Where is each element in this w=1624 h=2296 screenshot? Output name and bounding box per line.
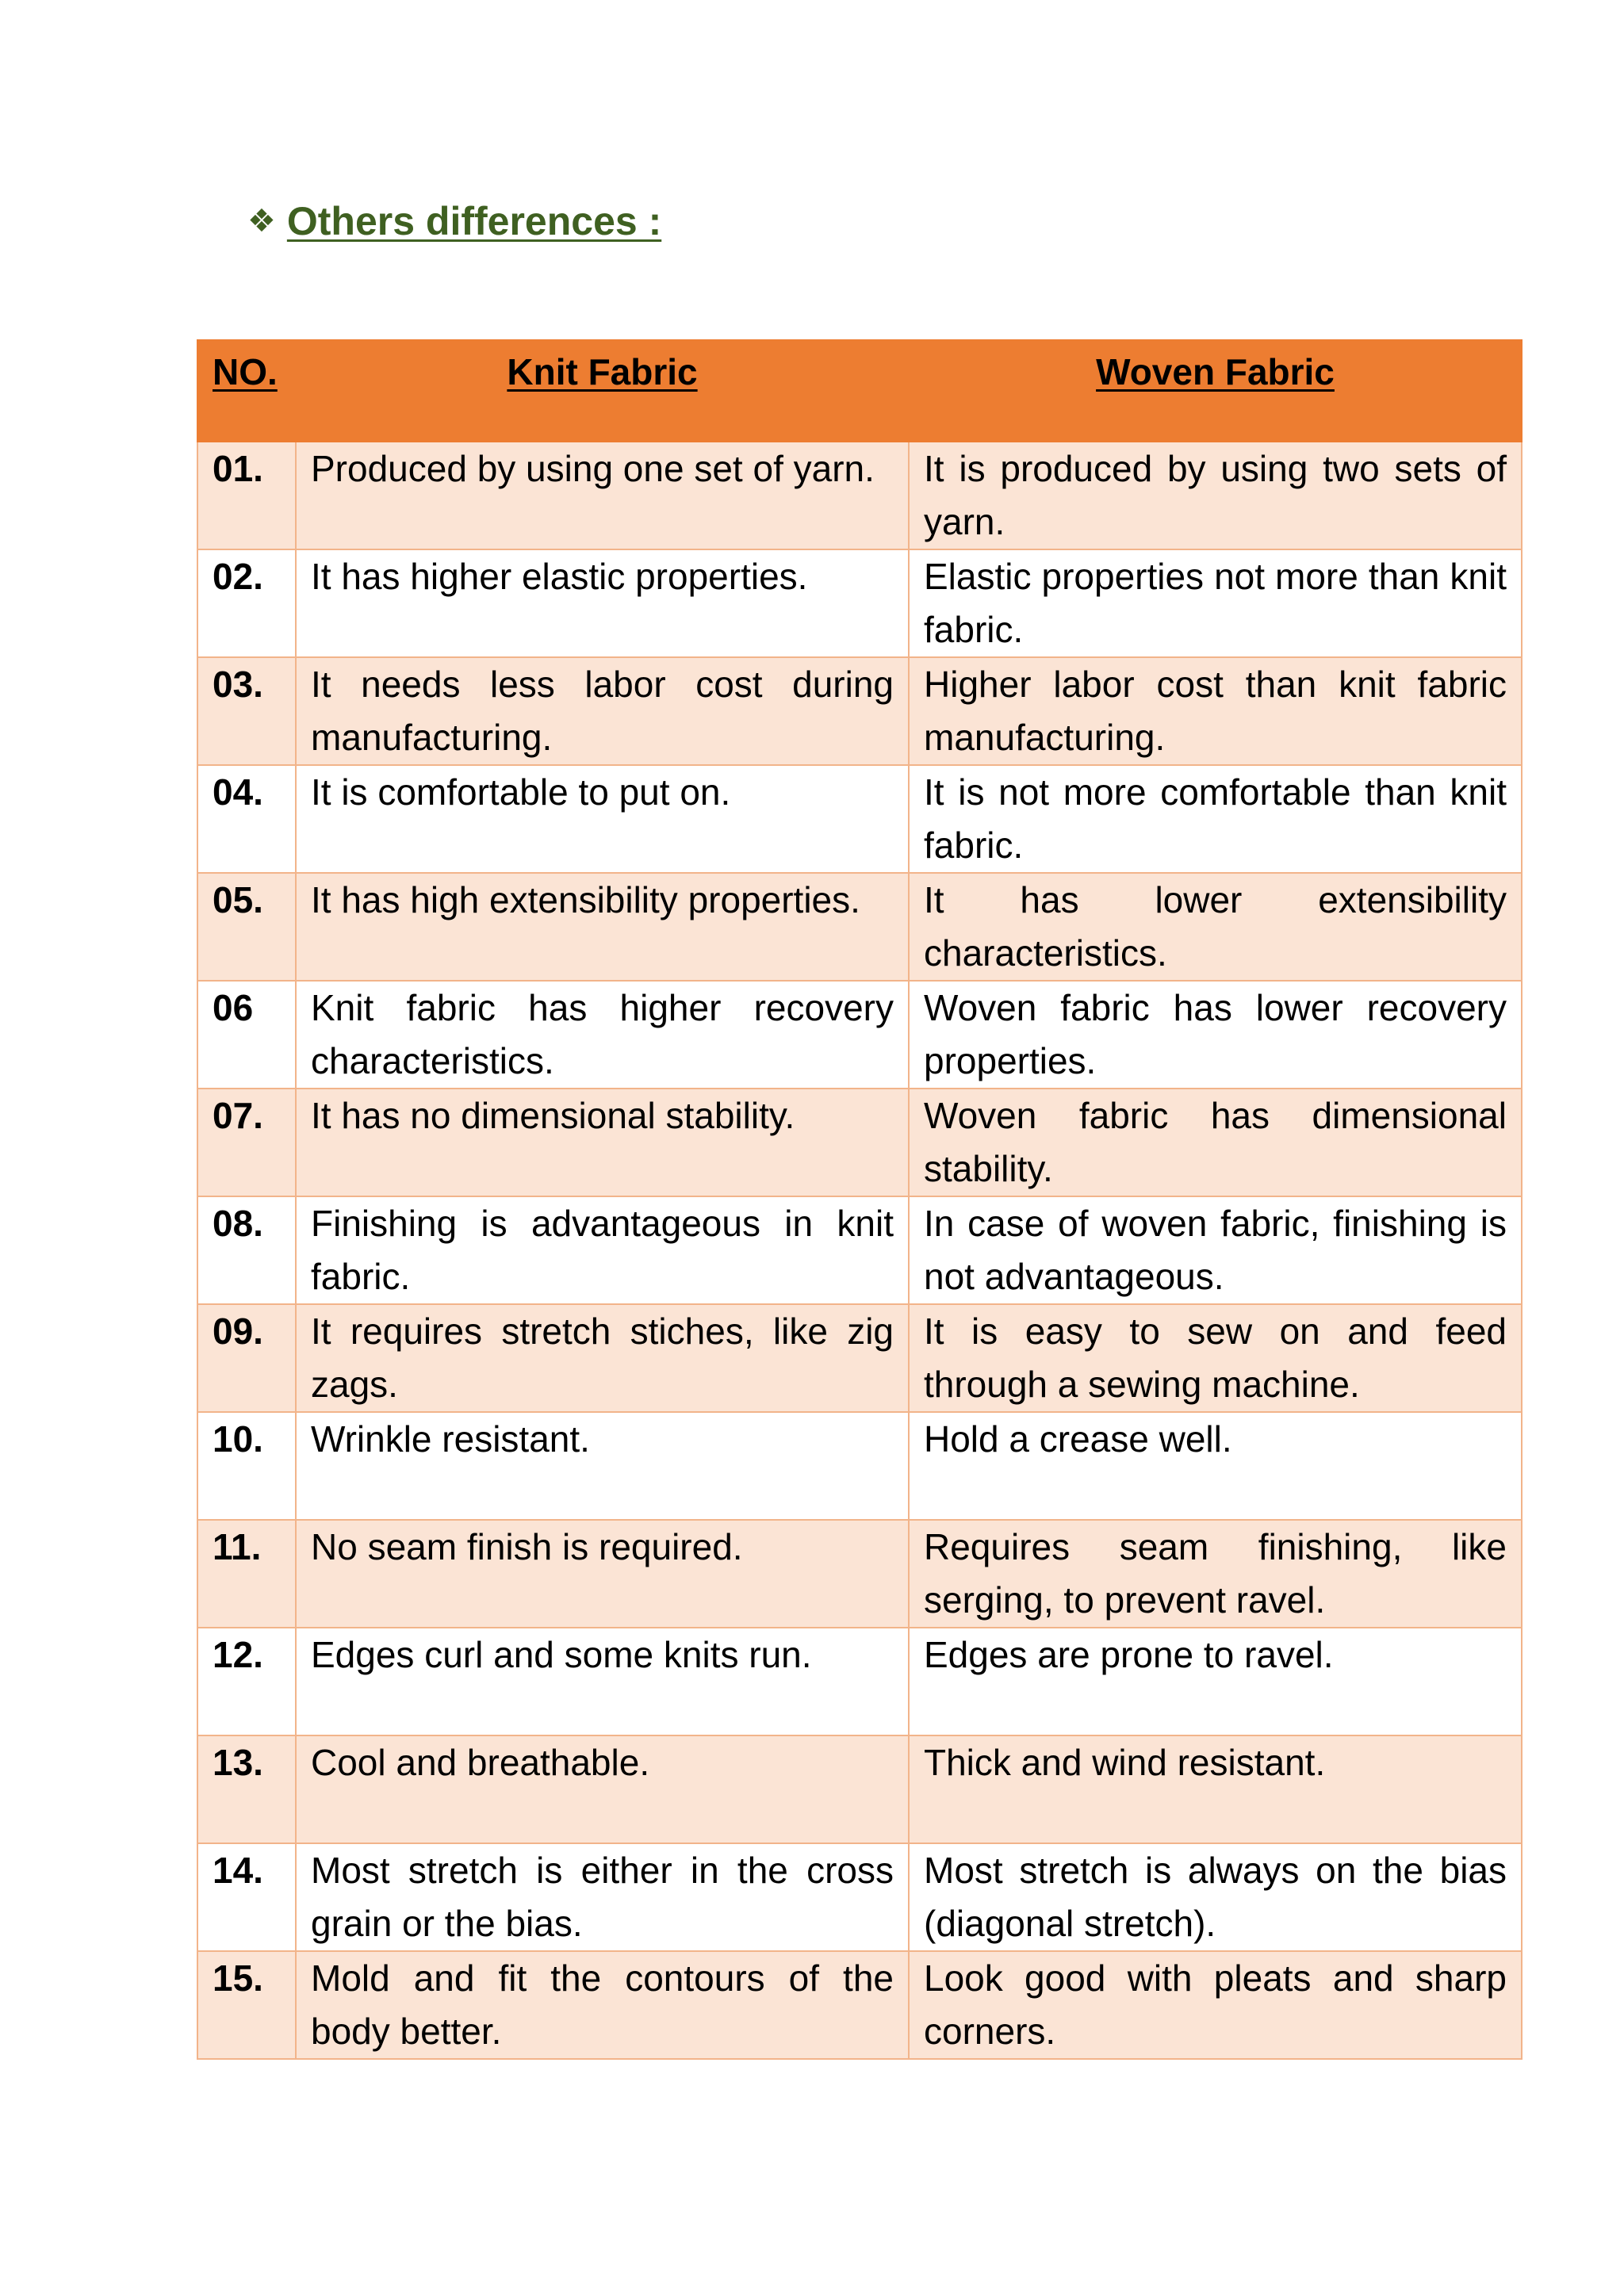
woven-cell: It is produced by using two sets of yarn. bbox=[909, 442, 1522, 549]
knit-cell: Edges curl and some knits run. bbox=[296, 1628, 909, 1735]
woven-cell: In case of woven fabric, finishing is not advantageous. bbox=[909, 1196, 1522, 1304]
table-row bbox=[197, 1304, 1522, 1412]
header-knit-fabric: Knit Fabric bbox=[296, 340, 909, 442]
woven-cell: Woven fabric has dimensional stability. bbox=[909, 1089, 1522, 1196]
knit-cell: It requires stretch stiches, like zig zags. bbox=[296, 1304, 909, 1412]
row-number: 14. bbox=[197, 1843, 296, 1951]
table-row bbox=[197, 549, 1522, 657]
row-number: 01. bbox=[197, 442, 296, 549]
table-row bbox=[197, 1843, 1522, 1951]
section-title: Others differences : bbox=[286, 199, 662, 243]
knit-cell: Knit fabric has higher recovery characteristics. bbox=[296, 981, 909, 1089]
table-row bbox=[197, 765, 1522, 873]
table-row bbox=[197, 1196, 1522, 1304]
table-row bbox=[197, 657, 1522, 765]
row-number: 06 bbox=[197, 981, 296, 1089]
row-number: 11. bbox=[197, 1520, 296, 1628]
table-row bbox=[197, 981, 1522, 1089]
row-number: 13. bbox=[197, 1735, 296, 1843]
header-woven-fabric: Woven Fabric bbox=[909, 340, 1522, 442]
woven-cell: Edges are prone to ravel. bbox=[909, 1628, 1522, 1735]
section-heading bbox=[247, 198, 661, 244]
table-row bbox=[197, 1412, 1522, 1520]
table-row bbox=[197, 1951, 1522, 2059]
table-row bbox=[197, 873, 1522, 981]
table-row bbox=[197, 442, 1522, 549]
row-number: 15. bbox=[197, 1951, 296, 2059]
row-number: 10. bbox=[197, 1412, 296, 1520]
knit-cell: Most stretch is either in the cross grain or the bias. bbox=[296, 1843, 909, 1951]
knit-cell: Wrinkle resistant. bbox=[296, 1412, 909, 1520]
woven-cell: It is easy to sew on and feed through a sewing machine. bbox=[909, 1304, 1522, 1412]
table-row bbox=[197, 1520, 1522, 1628]
knit-cell: Cool and breathable. bbox=[296, 1735, 909, 1843]
woven-cell: Most stretch is always on the bias (diagonal stretch). bbox=[909, 1843, 1522, 1951]
knit-cell: It needs less labor cost during manufacturing. bbox=[296, 657, 909, 765]
woven-cell: Requires seam finishing, like serging, to prevent ravel. bbox=[909, 1520, 1522, 1628]
knit-cell: Produced by using one set of yarn. bbox=[296, 442, 909, 549]
row-number: 09. bbox=[197, 1304, 296, 1412]
knit-cell: No seam finish is required. bbox=[296, 1520, 909, 1628]
knit-cell: It has high extensibility properties. bbox=[296, 873, 909, 981]
knit-cell: It has higher elastic properties. bbox=[296, 549, 909, 657]
row-number: 12. bbox=[197, 1628, 296, 1735]
woven-cell: It is not more comfortable than knit fabric. bbox=[909, 765, 1522, 873]
knit-cell: Finishing is advantageous in knit fabric. bbox=[296, 1196, 909, 1304]
knit-cell: It is comfortable to put on. bbox=[296, 765, 909, 873]
woven-cell: Higher labor cost than knit fabric manufacturing. bbox=[909, 657, 1522, 765]
comparison-table bbox=[197, 339, 1522, 2060]
table-row bbox=[197, 1735, 1522, 1843]
diamond-bullet-icon: ❖ bbox=[247, 204, 276, 239]
header-no: NO. bbox=[197, 340, 296, 442]
woven-cell: Look good with pleats and sharp corners. bbox=[909, 1951, 1522, 2059]
woven-cell: Hold a crease well. bbox=[909, 1412, 1522, 1520]
table-row bbox=[197, 1089, 1522, 1196]
row-number: 08. bbox=[197, 1196, 296, 1304]
table-row bbox=[197, 1628, 1522, 1735]
woven-cell: Elastic properties not more than knit fabric. bbox=[909, 549, 1522, 657]
woven-cell: Thick and wind resistant. bbox=[909, 1735, 1522, 1843]
woven-cell: It has lower extensibility characteristics. bbox=[909, 873, 1522, 981]
table-header-row bbox=[197, 340, 1522, 442]
row-number: 05. bbox=[197, 873, 296, 981]
woven-cell: Woven fabric has lower recovery properties. bbox=[909, 981, 1522, 1089]
knit-cell: Mold and fit the contours of the body better. bbox=[296, 1951, 909, 2059]
row-number: 04. bbox=[197, 765, 296, 873]
row-number: 03. bbox=[197, 657, 296, 765]
row-number: 02. bbox=[197, 549, 296, 657]
knit-cell: It has no dimensional stability. bbox=[296, 1089, 909, 1196]
row-number: 07. bbox=[197, 1089, 296, 1196]
